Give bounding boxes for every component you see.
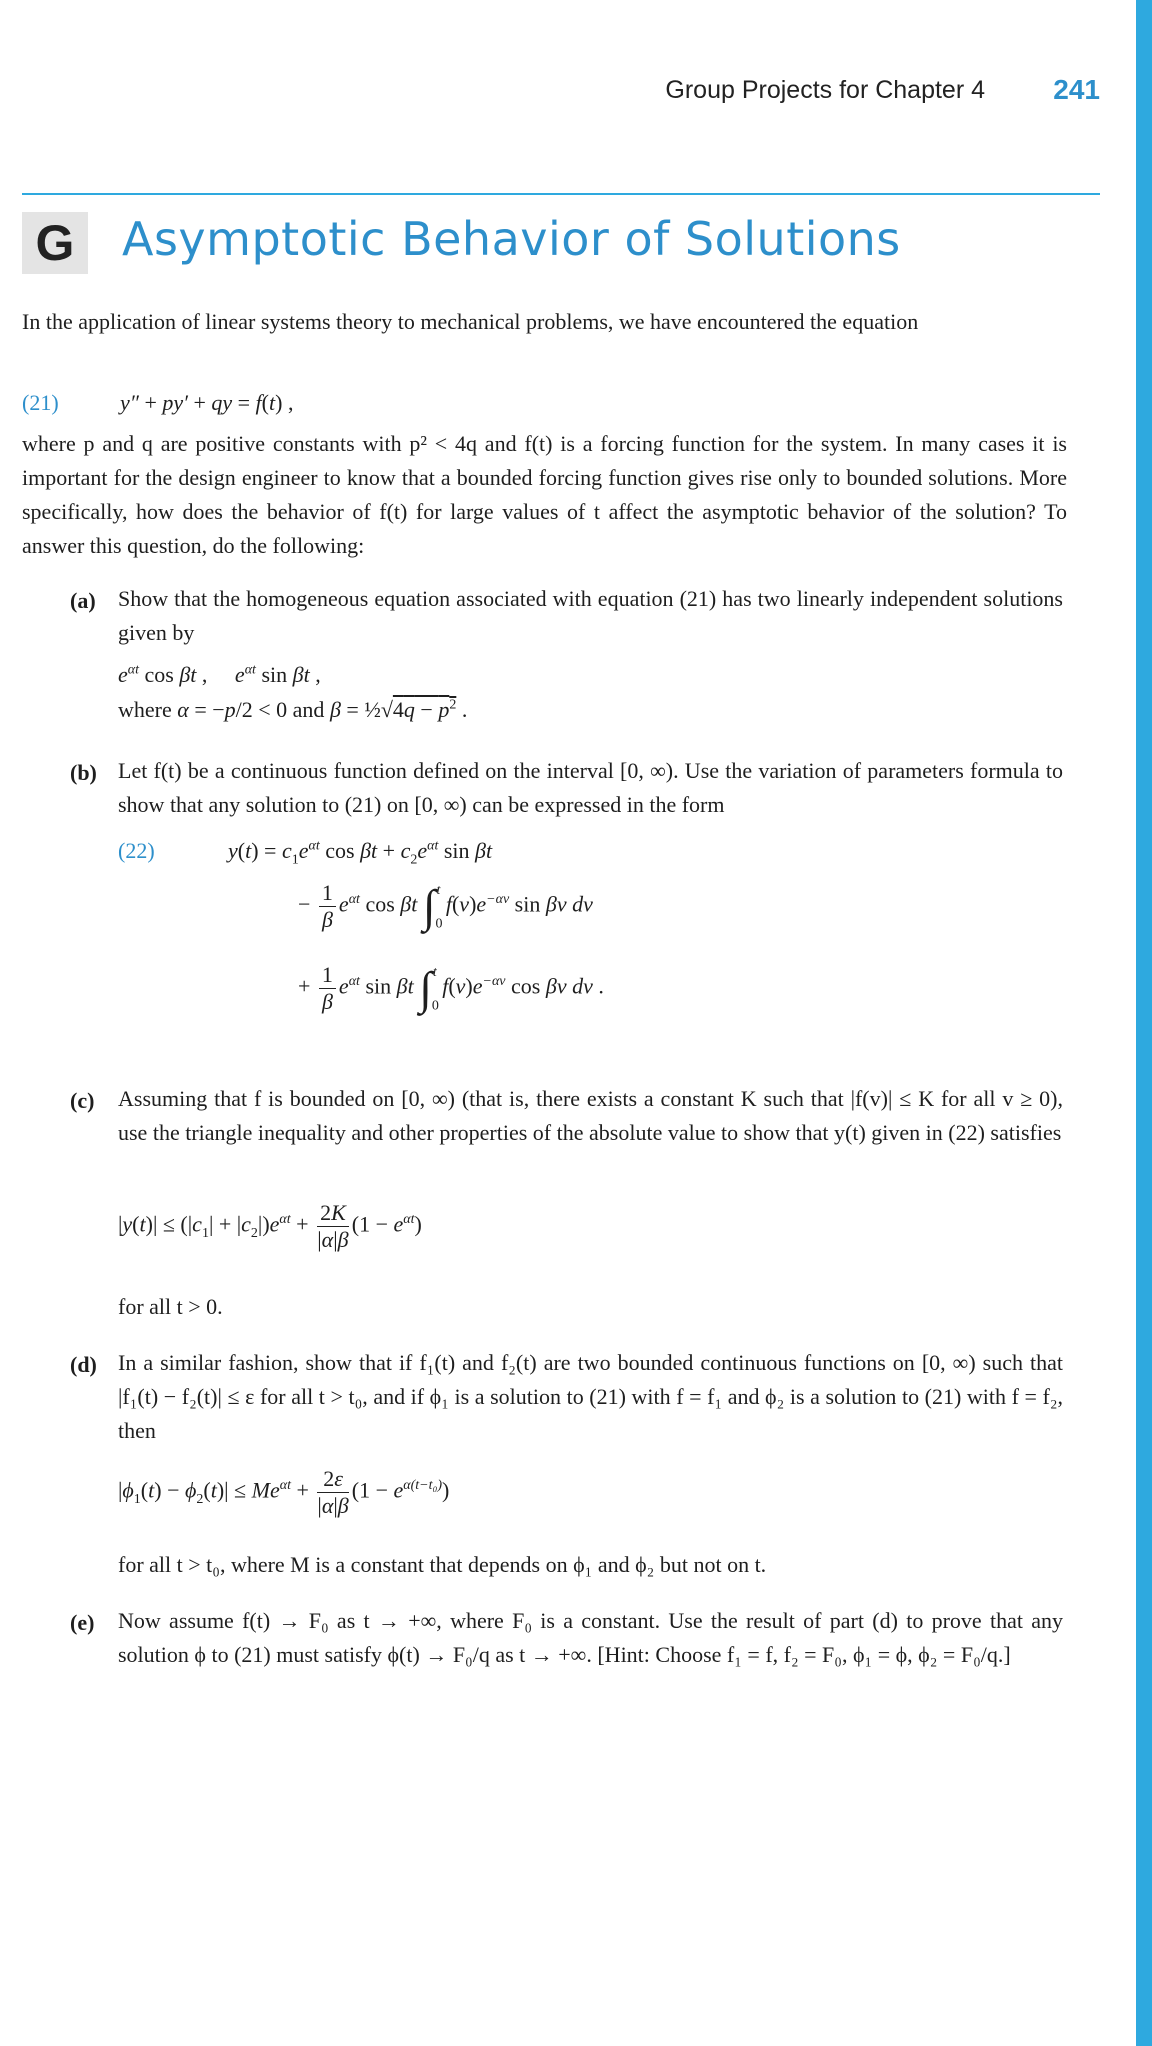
part-d-label: (d) <box>70 1352 97 1377</box>
intro-paragraph: In the application of linear systems theory to mechanical problems, we have encountered the equation <box>22 309 919 334</box>
part-b-text: Let f(t) be a continuous function defined on the interval [0, ∞). Use the variation of parameters formula to show that any solution to (21) on [0, ∞) can be expressed in the form <box>118 758 1063 817</box>
section-title: Asymptotic Behavior of Solutions <box>122 212 901 266</box>
equation-21-label: (21) <box>22 390 59 415</box>
part-c-after: for all t > 0. <box>118 1294 223 1319</box>
running-head <box>600 76 1100 116</box>
part-e-label: (e) <box>70 1610 95 1635</box>
equation-22-line2: − $\frac{1}{\beta}$ $e^{\alpha t}$ cos βt $\int_0^t$ $f(v)e^{-\alpha v}$ sin βv dv <box>298 880 593 932</box>
problem-statement: where p and q are positive constants with p² < 4q and f(t) is a forcing function for the system. In many cases it is important for the design engineer to know that a bounded forcing function gives rise only to bounded solutions. More specifically, how does the behavior of f(t) for large values of t affect the asymptotic behavior of the solution? To answer this question, do the following: <box>22 431 1067 558</box>
part-d-text: In a similar fashion, show that if f₁(t) and f₂(t) are two bounded continuous functions on [0, ∞) such that |f₁(t) − f₂(t)| ≤ ε for all t > t₀, and if ϕ₁ is a solution to (21) with f = f₁ and ϕ₂ is a solution to (21) with f = f₂, then <box>118 1350 1063 1443</box>
section-letter: G <box>35 215 75 271</box>
page-number: 241 <box>1053 74 1100 105</box>
page-edge-bar <box>1136 0 1152 2046</box>
section-letter-box <box>22 212 88 274</box>
part-a-definitions: where α = −p/2 < 0 and β = ½√4q − $p^2$ . <box>118 697 468 722</box>
running-title: Group Projects for Chapter 4 <box>665 76 985 104</box>
part-c-label: (c) <box>70 1088 95 1113</box>
part-a-text: Show that the homogeneous equation associated with equation (21) has two linearly independent solutions given by <box>118 586 1063 645</box>
part-d-inequality: $|\phi_1(t) - \phi_2(t)| \le Me^{\alpha t}$ + $\frac{2\varepsilon}{|\alpha|\beta}$ $(1 - e^{\alpha(t-t_0)})$ <box>118 1466 450 1518</box>
equation-22-line3: + $\frac{1}{\beta}$ $e^{\alpha t}$ sin βt $\int_0^t$ $f(v)e^{-\alpha v}$ cos βv dv . <box>298 962 604 1014</box>
part-e-text: Now assume f(t) → F₀ as t → +∞, where F₀ is a constant. Use the result of part (d) to prove that any solution ϕ to (21) must satisfy ϕ(t) → F₀/q as t → +∞. [Hint: Choose f₁ = f, f₂ = F₀, ϕ₁ = ϕ, ϕ₂ = F₀/q.] <box>118 1608 1063 1667</box>
part-a-label: (a) <box>70 588 96 613</box>
part-a-solutions: $e^{\alpha t}$ cos βt , $e^{\alpha t}$ sin βt , <box>118 662 321 687</box>
part-d-after: for all t > t₀, where M is a constant that depends on ϕ₁ and ϕ₂ but not on t. <box>118 1552 767 1577</box>
part-c-text: Assuming that f is bounded on [0, ∞) (that is, there exists a constant K such that |f(v)| ≤ K for all v ≥ 0), use the triangle inequality and other properties of the absolute value to show that y(t) given in (22) satisfies <box>118 1086 1063 1145</box>
part-c-inequality: $|y(t)| \le (|c_1| + |c_2|)e^{\alpha t}$ + $\frac{2K}{|\alpha|\beta}$ $(1 - e^{\alpha t})$ <box>118 1200 422 1252</box>
equation-22-label: (22) <box>118 838 155 863</box>
part-b-label: (b) <box>70 760 97 785</box>
equation-21: y″ + py′ + qy = f(t) , <box>120 390 294 415</box>
equation-22-line1: $y(t) = c_1e^{\alpha t}$ $\cos \beta t + c_2e^{\alpha t}$ sin βt <box>228 838 493 868</box>
header-rule <box>22 193 1100 195</box>
